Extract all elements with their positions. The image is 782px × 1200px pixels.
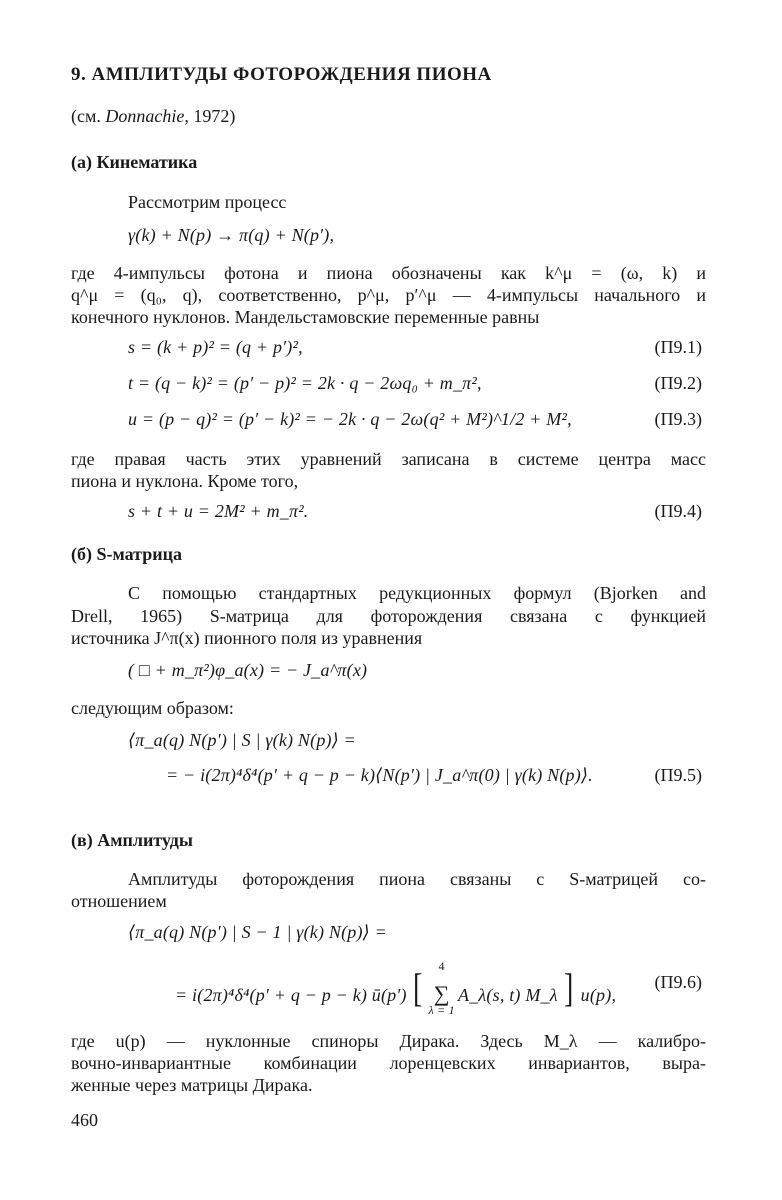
page-number: 460 bbox=[71, 1110, 98, 1130]
section-a-para-line-2: q^μ = (q₀, q), соответственно, p^μ, p′^μ — 4-импульсы начального и bbox=[71, 285, 706, 305]
left-bracket: [ bbox=[413, 965, 423, 1010]
equation-number-p9-3: (П9.3) bbox=[654, 409, 702, 429]
section-c-para2-line-2: вочно-инвариантные комбинации лоренцевских инвариантов, выра- bbox=[71, 1053, 706, 1073]
section-c-para-line-2: отношением bbox=[71, 891, 167, 911]
summation bbox=[428, 959, 455, 1017]
equation-p9-6-line-2 bbox=[175, 959, 617, 1017]
section-c-heading: (в) Амплитуды bbox=[71, 830, 193, 850]
chapter-title: 9. АМПЛИТУДЫ ФОТОРОЖДЕНИЯ ПИОНА bbox=[71, 64, 492, 85]
section-a-para2-line-1: где правая часть этих уравнений записана в системе центра масс bbox=[71, 449, 706, 469]
equation-p9-5-line-2: = − i(2π)⁴δ⁴(p′ + q − p − k)⟨N(p′) | J_a^π(0) | γ(k) N(p)⟩. bbox=[166, 765, 593, 785]
equation-p9-4: s + t + u = 2M² + m_π². bbox=[128, 501, 309, 521]
reference-year: 1972) bbox=[193, 106, 236, 126]
section-a-para2-line-2: пиона и нуклона. Кроме того, bbox=[71, 471, 299, 491]
equation-p9-2: t = (q − k)² = (p′ − p)² = 2k · q − 2ωq₀ + m_π², bbox=[128, 373, 482, 393]
section-b-para-line-2: Drell, 1965) S-матрица для фоторождения связана с функцией bbox=[71, 606, 706, 626]
section-b-after: следующим образом: bbox=[71, 698, 234, 718]
section-a-intro: Рассмотрим процесс bbox=[128, 192, 287, 212]
equation-number-p9-5: (П9.5) bbox=[654, 765, 702, 785]
section-b-para-line-1: С помощью стандартных редукционных формул (Bjorken and bbox=[128, 583, 706, 603]
field-equation: ( □ + m_π²)φ_a(x) = − J_a^π(x) bbox=[128, 660, 368, 680]
summation-upper-limit: 4 bbox=[438, 959, 445, 973]
equation-number-p9-2: (П9.2) bbox=[654, 373, 702, 393]
equation-p9-5-line-1: ⟨π_a(q) N(p′) | S | γ(k) N(p)⟩ = bbox=[128, 730, 356, 750]
summation-body: A_λ(s, t) M_λ bbox=[458, 985, 558, 1005]
section-b-heading: (б) S-матрица bbox=[71, 544, 182, 564]
section-b-para-line-3: источника J^π(x) пионного поля из уравнения bbox=[71, 628, 423, 648]
section-c-para-line-1: Амплитуды фоторождения пиона связаны с S-матрицей со- bbox=[128, 869, 706, 889]
reference-prefix: (см. bbox=[71, 106, 101, 126]
section-c-para2-line-3: женные через матрицы Дирака. bbox=[71, 1075, 313, 1095]
process-equation: γ(k) + N(p) → π(q) + N(p′), bbox=[128, 225, 335, 245]
equation-p9-3: u = (p − q)² = (p′ − k)² = − 2k · q − 2ω(q² + M²)^1/2 + M², bbox=[128, 409, 572, 429]
section-a-heading: (а) Кинематика bbox=[71, 152, 198, 172]
section-a-para-line-3: конечного нуклонов. Мандельстамовские переменные равны bbox=[71, 307, 540, 327]
reference bbox=[71, 106, 235, 127]
equation-number-p9-6: (П9.6) bbox=[654, 972, 702, 992]
equation-p9-6-line-1: ⟨π_a(q) N(p′) | S − 1 | γ(k) N(p)⟩ = bbox=[128, 922, 387, 942]
equation-p9-6-prefix: = i(2π)⁴δ⁴(p′ + q − p − k) ū(p′) bbox=[175, 985, 407, 1005]
equation-p9-1: s = (k + p)² = (q + p′)², bbox=[128, 337, 303, 357]
reference-author: Donnachie, bbox=[105, 106, 189, 126]
summation-lower-limit: λ = 1 bbox=[428, 1003, 455, 1017]
section-a-para-line-1: где 4-импульсы фотона и пиона обозначены как k^μ = (ω, k) и bbox=[71, 263, 706, 283]
right-bracket: ] bbox=[564, 965, 574, 1010]
equation-number-p9-4: (П9.4) bbox=[654, 501, 702, 521]
sigma-symbol: ∑ bbox=[433, 981, 450, 1006]
equation-p9-6-suffix: u(p), bbox=[580, 985, 617, 1005]
section-c-para2-line-1: где u(p) — нуклонные спиноры Дирака. Здесь M_λ — калибро- bbox=[71, 1031, 706, 1051]
equation-number-p9-1: (П9.1) bbox=[654, 337, 702, 357]
